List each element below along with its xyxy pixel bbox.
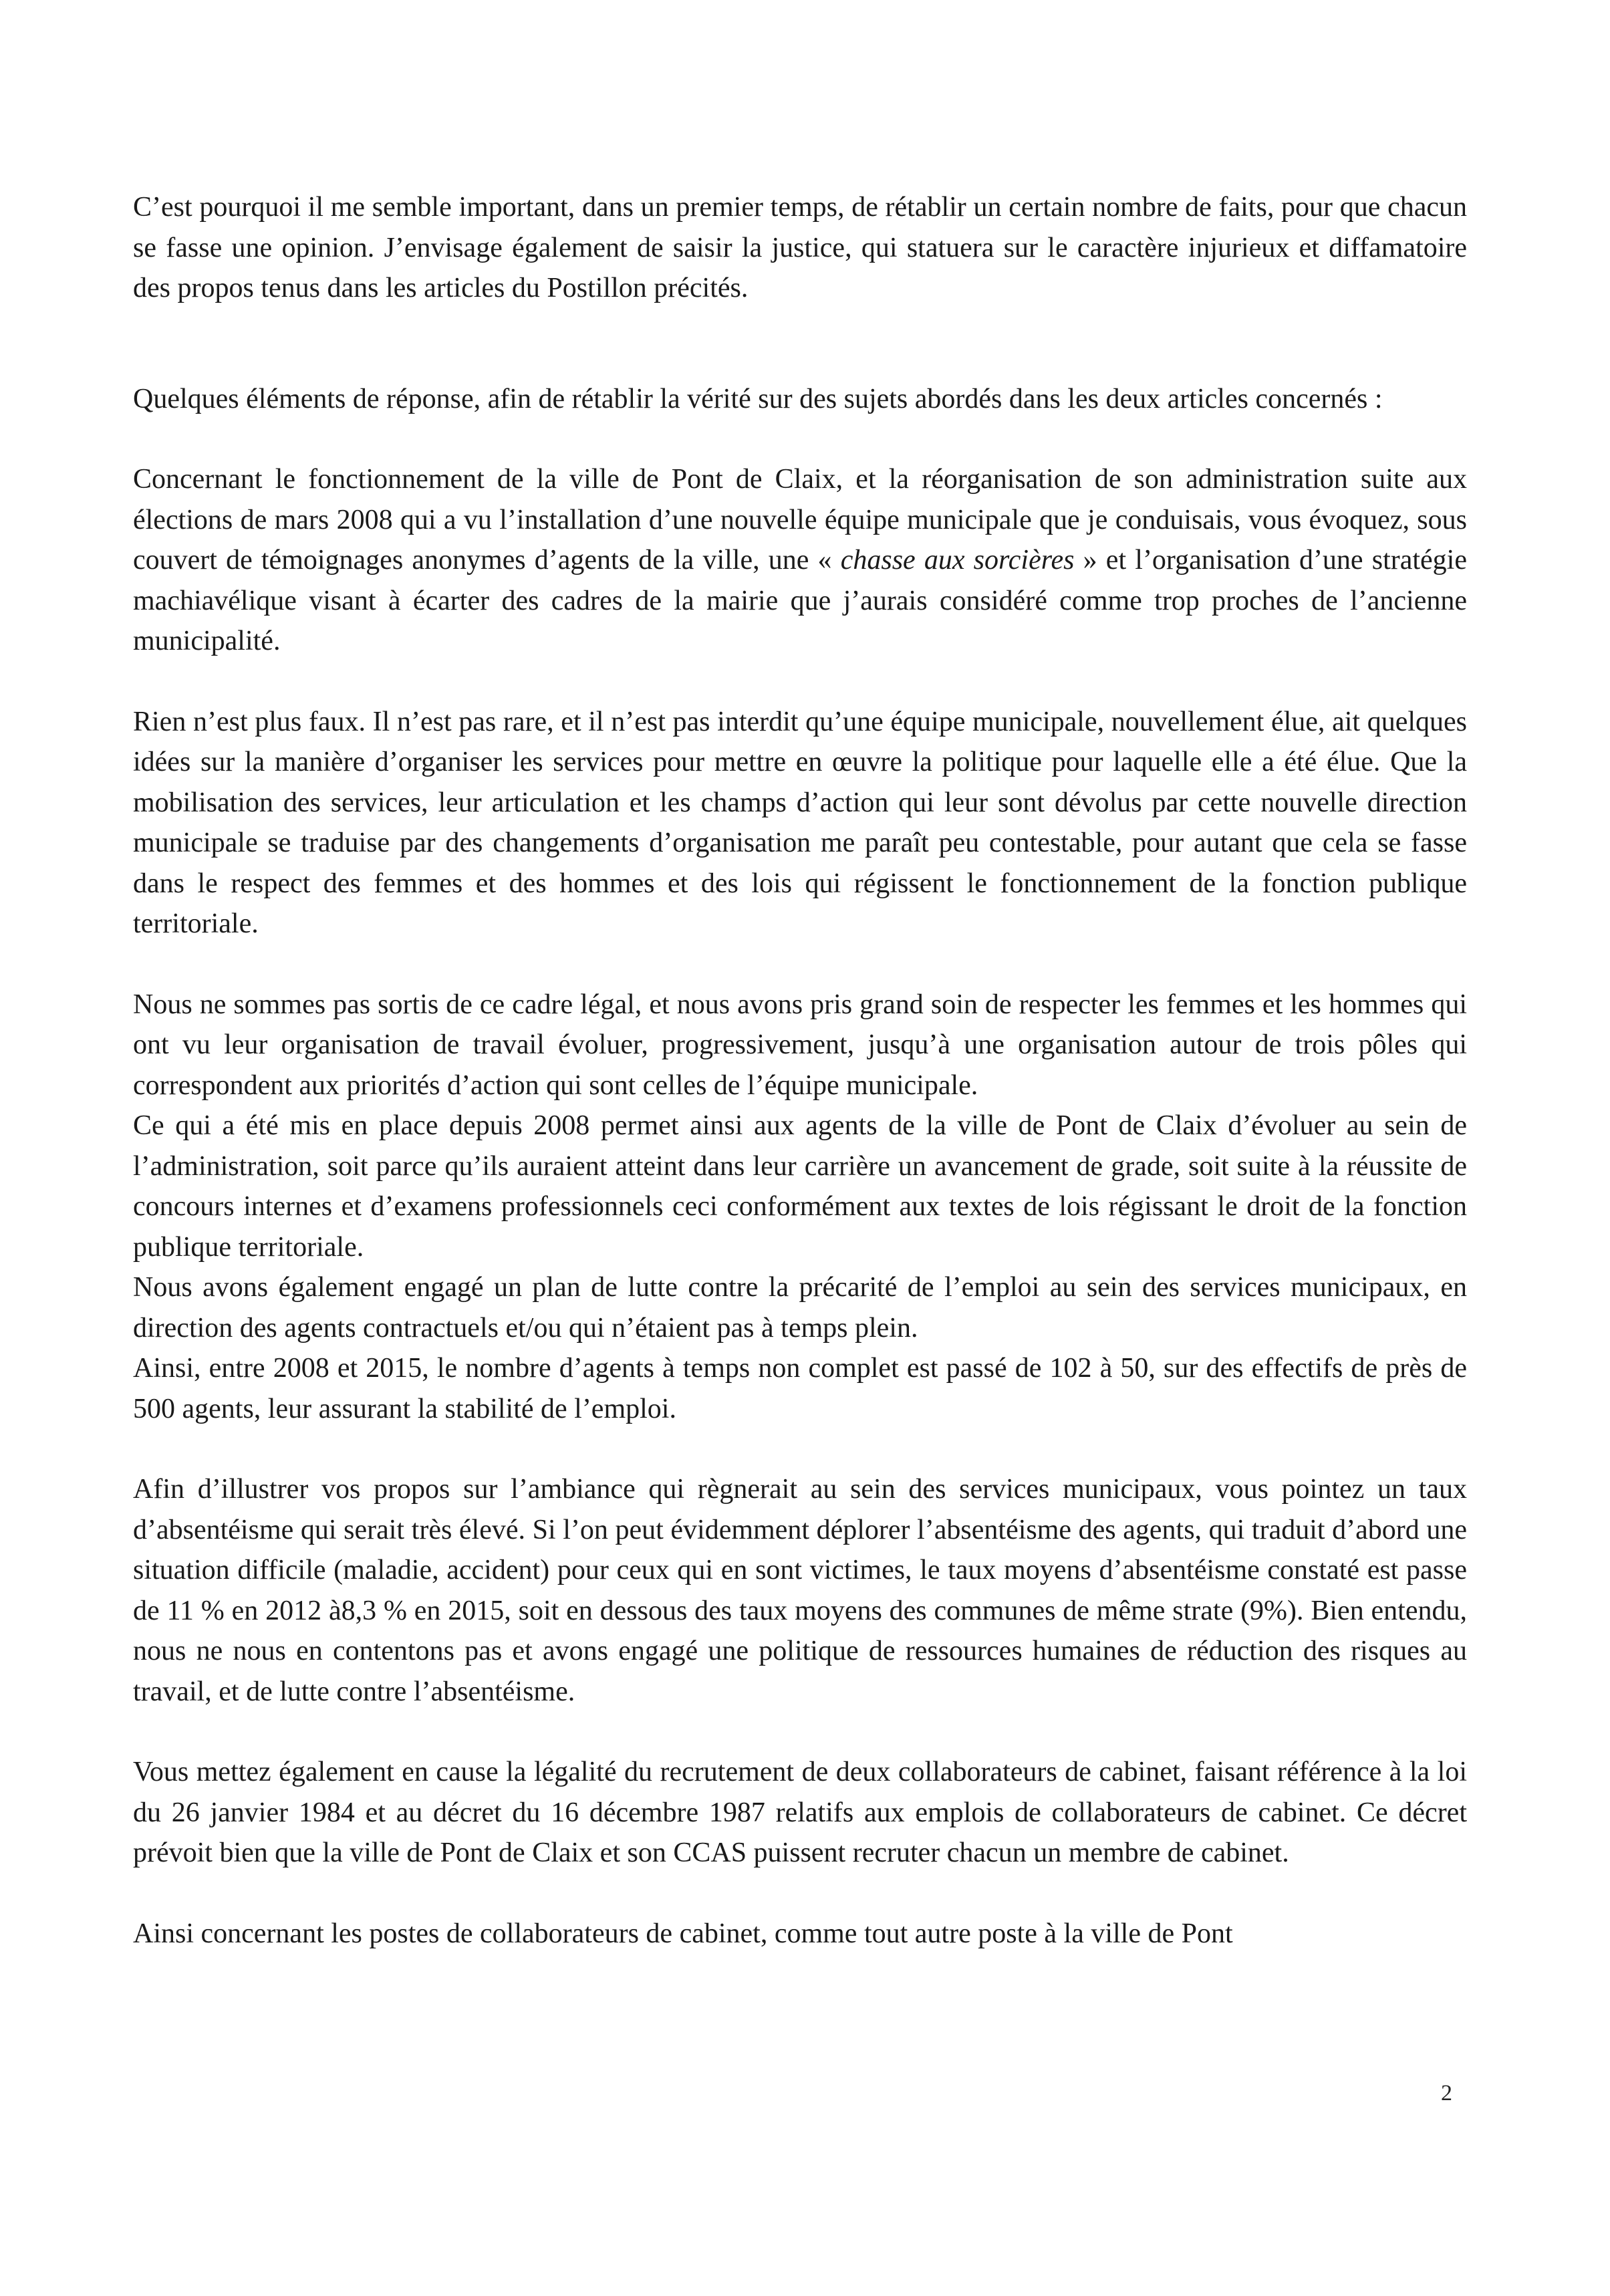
paragraph-cadre-legal-line-2: Ce qui a été mis en place depuis 2008 permet ainsi aux agents de la ville de Pont de Claix d’évoluer au sein de l’administration, soit parce qu’ils auraient atteint dans leur carrière un avancement de grade, soit suite à la réussite de concours internes et d’examens professionnels ceci conformément aux textes de lois régissant le droit de la fonction publique territoriale. <box>133 1110 1467 1263</box>
paragraph-cadre-legal-line-4: Ainsi, entre 2008 et 2015, le nombre d’agents à temps non complet est passé de 102 à 50, sur des effectifs de près de 500 agents, leur assurant la stabilité de l’emploi. <box>133 1353 1467 1424</box>
paragraph-fonctionnement-part-2: » et l’organisation d’une stratégie machiavélique visant à écarter des cadres de la mairie que j’aurais considéré comme trop proches de l’ancienne municipalité. <box>133 545 1467 656</box>
paragraph-cadre-legal-line-1: Nous ne sommes pas sortis de ce cadre légal, et nous avons pris grand soin de respecter les femmes et les hommes qui ont vu leur organisation de travail évoluer, progressivement, jusqu’à une organisation autour de trois pôles qui correspondent aux priorités d’action qui sont celles de l’équipe municipale. <box>133 989 1467 1101</box>
paragraph-spacer <box>133 309 1467 379</box>
quote-chasse-aux-sorcieres: chasse aux sorcières <box>840 545 1075 576</box>
paragraph-collaborateurs-cabinet: Vous mettez également en cause la légalité du recrutement de deux collaborateurs de cabinet, faisant référence à la loi du 26 janvier 1984 et au décret du 16 décembre 1987 relatifs aux emplois de collaborateurs de cabinet. Ce décret prévoit bien que la ville de Pont de Claix et son CCAS puissent recruter chacun un membre de cabinet. <box>133 1757 1467 1868</box>
paragraph-spacer <box>133 1429 1467 1469</box>
paragraph-cadre-legal-line-3: Nous avons également engagé un plan de lutte contre la précarité de l’emploi au sein des services municipaux, en direction des agents contractuels et/ou qui n’étaient pas à temps plein. <box>133 1272 1467 1344</box>
paragraph-absenteisme: Afin d’illustrer vos propos sur l’ambiance qui règnerait au sein des services municipaux, vous pointez un taux d’absentéisme qui serait très élevé. Si l’on peut évidemment déplorer l’absentéisme des agents, qui traduit d’abord une situation difficile (maladie, accident) pour ceux qui en sont victimes, le taux moyens d’absentéisme constaté est passe de 11 % en 2012 à8,3 % en 2015, soit en dessous des taux moyens des communes de même strate (9%). Bien entendu, nous ne nous en contentons pas et avons engagé une politique de ressources humaines de réduction des risques au travail, et de lutte contre l’absentéisme. <box>133 1474 1467 1707</box>
paragraph-fonctionnement-part-1: Concernant le fonctionnement de la ville de Pont de Claix, et la réorganisation de son administration suite aux élections de mars 2008 qui a vu l’installation d’une nouvelle équipe municipale que je conduisais, vous évoquez, sous couvert de témoignages anonymes d’agents de la ville, une « <box>133 464 1467 576</box>
paragraph-spacer <box>133 944 1467 985</box>
paragraph-spacer <box>133 1874 1467 1914</box>
paragraph-rien-plus-faux: Rien n’est plus faux. Il n’est pas rare, et il n’est pas interdit qu’une équipe municipale, nouvellement élue, ait quelques idées sur la manière d’organiser les services pour mettre en œuvre la politique pour laquelle elle a été élue. Que la mobilisation des services, leur articulation et les champs d’action qui leur sont dévolus par cette nouvelle direction municipale se traduise par des changements d’organisation me paraît peu contestable, pour autant que cela se fasse dans le respect des femmes et des hommes et des lois qui régissent le fonctionnement de la fonction publique territoriale. <box>133 706 1467 939</box>
paragraph-fonctionnement <box>133 459 1467 662</box>
paragraph-cadre-legal <box>133 985 1467 1430</box>
document-body <box>133 187 1467 1954</box>
page-number: 2 <box>1441 2081 1452 2106</box>
paragraph-elements-reponse: Quelques éléments de réponse, afin de rétablir la vérité sur des sujets abordés dans les deux articles concernés : <box>133 383 1383 414</box>
paragraph-spacer <box>133 419 1467 459</box>
paragraph-spacer <box>133 662 1467 702</box>
paragraph-postes-cabinet: Ainsi concernant les postes de collaborateurs de cabinet, comme tout autre poste à la ville de Pont <box>133 1918 1233 1949</box>
paragraph-spacer <box>133 1712 1467 1752</box>
paragraph-intro: C’est pourquoi il me semble important, dans un premier temps, de rétablir un certain nombre de faits, pour que chacun se fasse une opinion. J’envisage également de saisir la justice, qui statuera sur le caractère injurieux et diffamatoire des propos tenus dans les articles du Postillon précités. <box>133 192 1467 303</box>
